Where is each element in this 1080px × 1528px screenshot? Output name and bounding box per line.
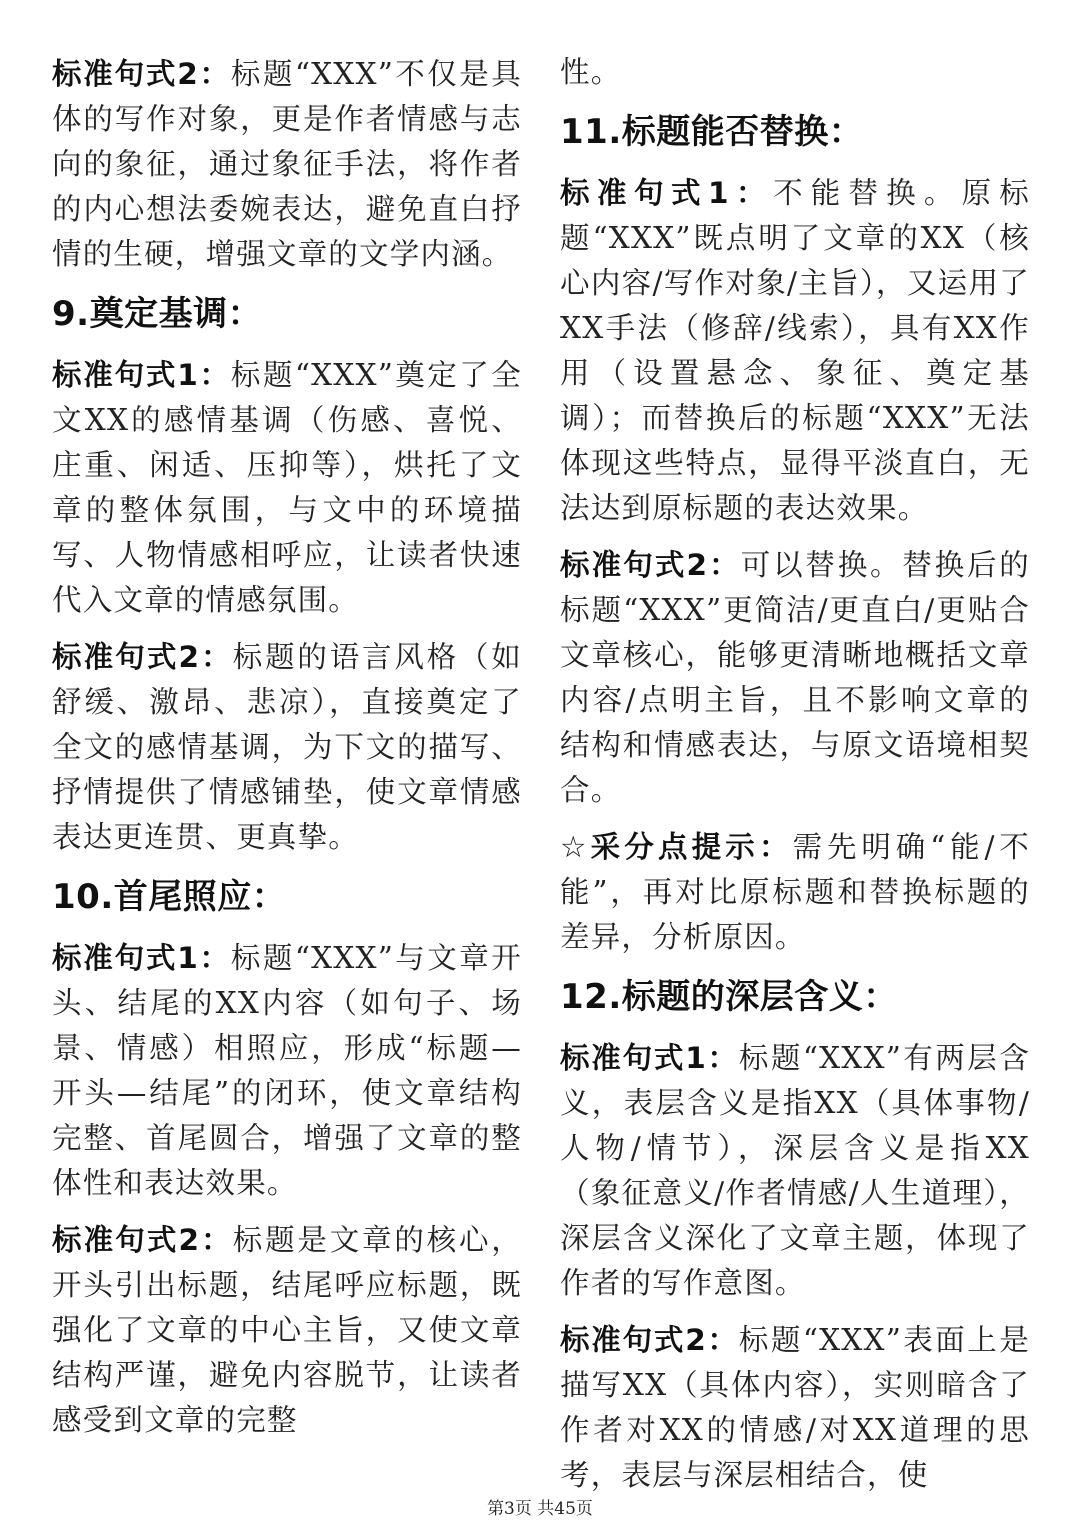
paragraph bbox=[560, 1318, 1030, 1498]
paragraph-text: 标题“XXX”奠定了全文XX的感情基调（伤感、喜悦、庄重、闲适、压抑等），烘托了文章的整体氛围，与文中的环境描写、人物情感相呼应，让读者快速代入文章的情感氛围。 bbox=[52, 358, 522, 617]
paragraph-text: 标题“XXX”表面上是描写XX（具体内容），实则暗含了作者对XX的情感/对XX道理的思考，表层与深层相结合，使 bbox=[560, 1323, 1030, 1492]
paragraph-lead: 标准句式2： bbox=[52, 1223, 233, 1257]
paragraph-lead: 标准句式1： bbox=[52, 941, 231, 975]
paragraph-text: 需先明确“能/不能”，再对比原标题和替换标题的差异，分析原因。 bbox=[560, 830, 1031, 954]
section-heading: 10.首尾照应： bbox=[52, 877, 287, 917]
paragraph-lead: 标准句式1： bbox=[560, 176, 774, 210]
paragraph bbox=[52, 353, 522, 623]
paragraph-text: 标题是文章的核心，开头引出标题，结尾呼应标题，既强化了文章的中心主旨，又使文章结构严谨，避免内容脱节，让读者感受到文章的完整 bbox=[52, 1223, 522, 1437]
paragraph-lead: 标准句式2： bbox=[560, 1323, 739, 1357]
paragraph-text: 不能替换。原标题“XXX”既点明了文章的XX（核心内容/写作对象/主旨），又运用了XX手法（修辞/线索），具有XX作用（设置悬念、象征、奠定基调）；而替换后的标题“XXX”无法体现这些特点，显得平淡直白，无法达到原标题的表达效果。 bbox=[560, 176, 1030, 525]
paragraph-lead: 标准句式2： bbox=[52, 57, 231, 91]
right-column bbox=[560, 50, 1030, 1510]
section-heading: 9.奠定基调： bbox=[52, 294, 263, 334]
paragraph bbox=[52, 635, 522, 860]
paragraph-lead: 标准句式2： bbox=[52, 640, 233, 674]
paragraph bbox=[52, 936, 522, 1206]
paragraph-text: 性。 bbox=[560, 55, 622, 89]
paragraph bbox=[560, 825, 1030, 960]
paragraph-text: 标题“XXX”与文章开头、结尾的XX内容（如句子、场景、情感）相照应，形成“标题—开头—结尾”的闭环，使文章结构完整、首尾圆合，增强了文章的整体性和表达效果。 bbox=[52, 941, 522, 1200]
paragraph-text: 标题“XXX”有两层含义，表层含义是指XX（具体事物/人物/情节），深层含义是指XX（象征意义/作者情感/人生道理），深层含义深化了文章主题，体现了作者的写作意图。 bbox=[560, 1041, 1030, 1300]
page-number: 第3页 共45页 bbox=[487, 1499, 593, 1519]
paragraph-lead: 标准句式1： bbox=[52, 358, 231, 392]
paragraph bbox=[560, 543, 1030, 813]
paragraph bbox=[560, 1036, 1030, 1306]
paragraph-lead: ☆采分点提示： bbox=[560, 830, 793, 864]
paragraph bbox=[560, 50, 1030, 95]
left-column bbox=[52, 52, 522, 1455]
paragraph-text: 标题的语言风格（如舒缓、激昂、悲凉），直接奠定了全文的感情基调，为下文的描写、抒情提供了情感铺垫，使文章情感表达更连贯、更真挚。 bbox=[52, 640, 522, 854]
paragraph bbox=[52, 1218, 522, 1443]
paragraph bbox=[52, 52, 522, 277]
paragraph-text: 标题“XXX”不仅是具体的写作对象，更是作者情感与志向的象征，通过象征手法，将作者的内心想法委婉表达，避免直白抒情的生硬，增强文章的文学内涵。 bbox=[52, 57, 522, 271]
section-heading: 12.标题的深层含义： bbox=[560, 977, 898, 1017]
paragraph-lead: 标准句式2： bbox=[560, 548, 741, 582]
paragraph bbox=[560, 171, 1030, 531]
paragraph-text: 可以替换。替换后的标题“XXX”更简洁/更直白/更贴合文章核心，能够更清晰地概括文章内容/点明主旨，且不影响文章的结构和情感表达，与原文语境相契合。 bbox=[560, 548, 1030, 807]
section-heading: 11.标题能否替换： bbox=[560, 112, 864, 152]
paragraph-lead: 标准句式1： bbox=[560, 1041, 739, 1075]
